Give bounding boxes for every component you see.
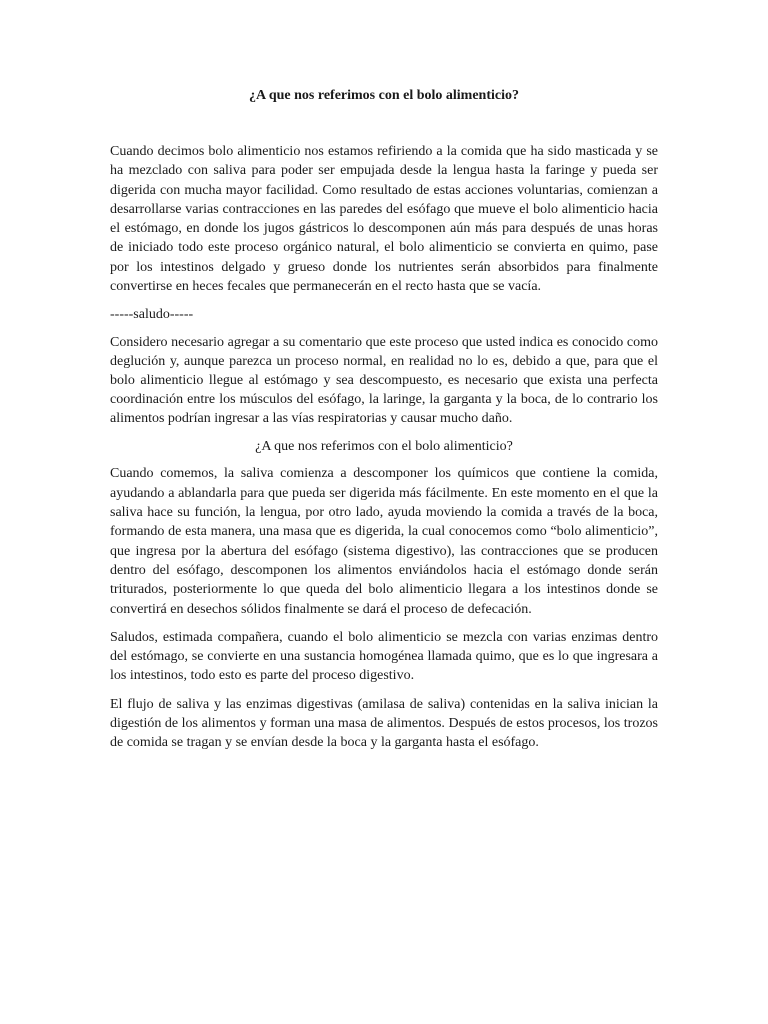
- paragraph-deglucion-comment: Considero necesario agregar a su comentario que este proceso que usted indica es conocido como deglución y, aunque parezca un proceso normal, en realidad no lo es, debido a que, para que el bolo alimenticio llegue al estómago y sea descompuesto, es necesario que exista una perfecta coordinación entre los músculos del esófago, la laringe, la garganta y la boca, de lo contrario los alimentos podrían ingresar a las vías respiratorias y causar mucho daño.: [110, 334, 658, 427]
- paragraph-quimo-reply: Saludos, estimada compañera, cuando el bolo alimenticio se mezcla con varias enzimas dentro del estómago, se convierte en una sustancia homogénea llamada quimo, que es lo que ingresara a los intestinos, todo esto es parte del proceso digestivo.: [110, 629, 658, 684]
- document-body: [110, 142, 658, 762]
- section-heading-repeat: ¿A que nos referimos con el bolo alimenticio?: [255, 439, 513, 455]
- separator-saludo: -----saludo-----: [110, 307, 194, 323]
- paragraph-saliva-process: Cuando comemos, la saliva comienza a descomponer los químicos que contiene la comida, ayudando a ablandarla para que pueda ser digerida más fácilmente. En este momento en el que la saliva hace su función, la lengua, por otro lado, ayuda moviendo la comida a través de la boca, formando de esta manera, una masa que es digerida, la cual conocemos como “bolo alimenticio”, que ingresa por la abertura del esófago (sistema digestivo), las contracciones que se producen dentro del esófago, descomponen los alimentos enviándolos hacia el estómago donde serán triturados, posteriormente lo que queda del bolo alimenticio llegara a los intestinos donde se convertirá en desechos sólidos finalmente se dará el proceso de defecación.: [110, 466, 658, 617]
- paragraph-bolo-definition: Cuando decimos bolo alimenticio nos estamos refiriendo a la comida que ha sido masticada y se ha mezclado con saliva para poder ser empujada desde la lengua hasta la faringe y pueda ser digerida con mucha mayor facilidad. Como resultado de estas acciones voluntarias, comienzan a desarrollarse varias contracciones en las paredes del esófago que mueve el bolo alimenticio hacia el estómago, en donde los jugos gástricos lo descomponen aún más para después de unas horas de iniciado todo este proceso orgánico natural, el bolo alimenticio se convierta en quimo, pase por los intestinos delgado y grueso donde los nutrientes serán absorbidos para finalmente convertirse en heces fecales que permanecerán en el recto hasta que se vacía.: [110, 144, 658, 295]
- paragraph-enzimas: El flujo de saliva y las enzimas digestivas (amilasa de saliva) contenidas en la saliva inician la digestión de los alimentos y forman una masa de alimentos. Después de estos procesos, los trozos de comida se tragan y se envían desde la boca y la garganta hasta el esófago.: [110, 696, 658, 751]
- document-title: ¿A que nos referimos con el bolo alimenticio?: [249, 88, 519, 103]
